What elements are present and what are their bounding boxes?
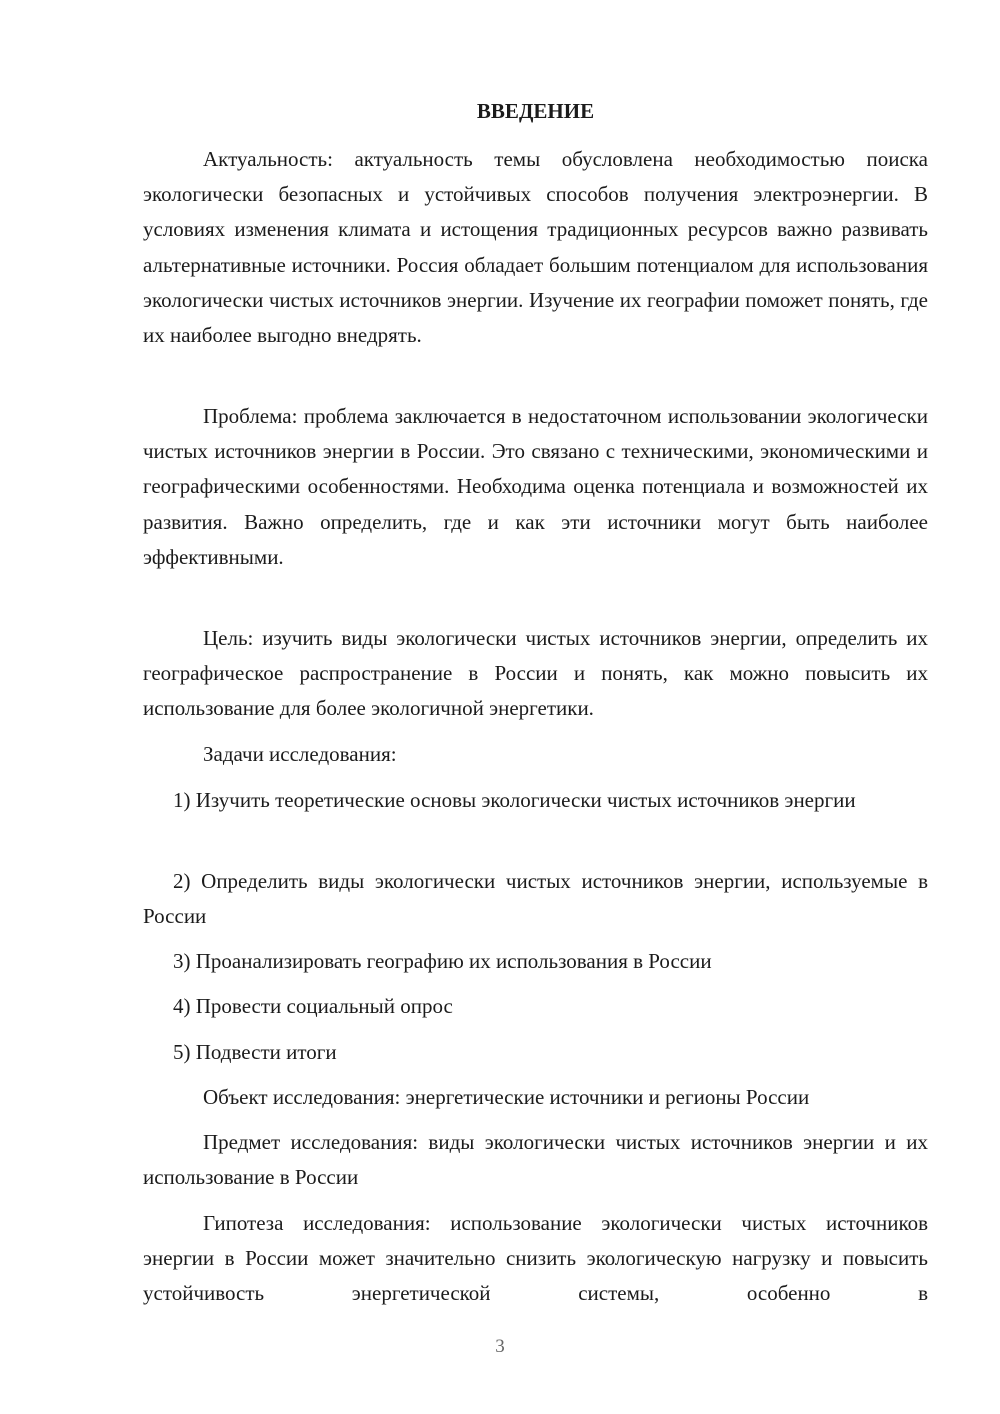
page-number: 3 [495,1336,505,1357]
hypothesis-paragraph: Гипотеза исследования: использование экологически чистых источников энергии в России может значительно снизить экологическую нагрузку и повысить устойчивость энергетической системы, особенно в [143,1211,928,1306]
task-item-1: 1) Изучить теоретические основы экологически чистых источников энергии [173,788,856,812]
subject-paragraph: Предмет исследования: виды экологически чистых источников энергии и их использование в России [143,1130,928,1190]
goal-paragraph: Цель: изучить виды экологически чистых источников энергии, определить их географическое распространение в России и понять, как можно повысить их использование для более экологичной энергетики. [143,626,928,721]
relevance-paragraph: Актуальность: актуальность темы обусловлена необходимостью поиска экологически безопасных и устойчивых способов получения электроэнергии. В условиях изменения климата и истощения традиционных ресурсов важно развивать альтернативные источники. Россия обладает большим потенциалом для использования экологически чистых источников энергии. Изучение их географии поможет понять, где их наиболее выгодно внедрять. [143,147,928,348]
tasks-heading: Задачи исследования: [203,742,397,766]
task-item-5: 5) Подвести итоги [173,1040,337,1064]
task-item-4: 4) Провести социальный опрос [173,994,453,1018]
section-heading: ВВЕДЕНИЕ [476,99,595,123]
task-item-2: 2) Определить виды экологически чистых источников энергии, используемые в России [143,869,928,929]
problem-paragraph: Проблема: проблема заключается в недостаточном использовании экологически чистых источников энергии в России. Это связано с техническими, экономическими и географическими особенностями. Необходима оценка потенциала и возможностей их развития. Важно определить, где и как эти источники могут быть наиболее эффективными. [143,404,928,569]
object-paragraph: Объект исследования: энергетические источники и регионы России [203,1085,810,1109]
task-item-3: 3) Проанализировать географию их использования в России [173,949,712,973]
